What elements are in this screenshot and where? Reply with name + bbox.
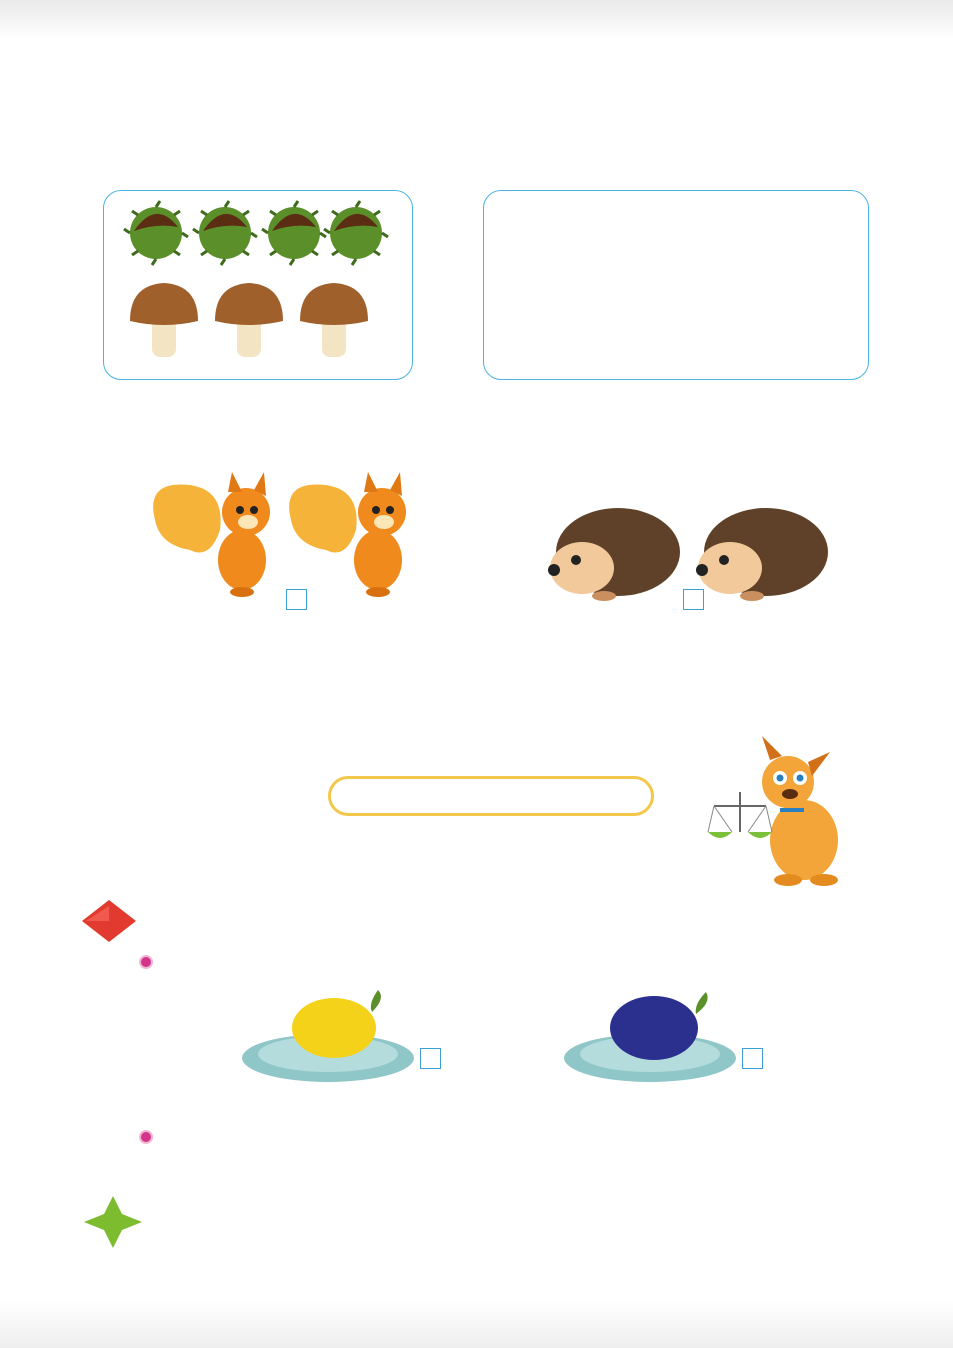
hedgehog-icon — [548, 508, 680, 601]
hedgehog-count-box[interactable] — [683, 589, 704, 610]
equality-pill — [328, 776, 654, 816]
dog-with-scales-illustration — [704, 732, 854, 888]
hedgehog-icon — [696, 508, 828, 601]
chestnut-mushroom-illustration — [104, 191, 412, 379]
chestnut-icon — [262, 201, 326, 265]
mushroom-icon — [215, 283, 283, 357]
squirrel-count-box[interactable] — [286, 589, 307, 610]
toadstool-leaf-box — [483, 190, 869, 380]
yellow-plum-on-plate-icon — [242, 990, 414, 1082]
chestnut-icon — [124, 201, 188, 265]
mushroom-icon — [130, 283, 198, 357]
diamond-task-marker-icon — [82, 900, 136, 942]
task1-question — [104, 146, 116, 172]
explanation-line-4 — [139, 738, 175, 766]
star-badge-icon — [84, 1196, 142, 1248]
task2-question — [104, 419, 116, 445]
squirrel-icon — [153, 472, 270, 597]
yellow-plum-count-box[interactable] — [420, 1048, 441, 1069]
page-number-badge — [84, 1196, 142, 1248]
mushroom-icon — [300, 283, 368, 357]
bullet-icon — [139, 955, 153, 969]
toadstool-leaf-illustration — [484, 191, 868, 379]
blue-plum-on-plate-icon — [564, 992, 736, 1082]
blue-plum-count-box[interactable] — [742, 1048, 763, 1069]
top-dots-decoration — [14, 72, 884, 86]
plums-illustration — [240, 984, 760, 1088]
chestnut-mushroom-box — [103, 190, 413, 380]
animals-illustration — [140, 470, 840, 610]
bullet-icon — [139, 1130, 153, 1144]
chestnut-icon — [324, 201, 388, 265]
chestnut-icon — [193, 201, 257, 265]
squirrel-icon — [289, 472, 406, 597]
